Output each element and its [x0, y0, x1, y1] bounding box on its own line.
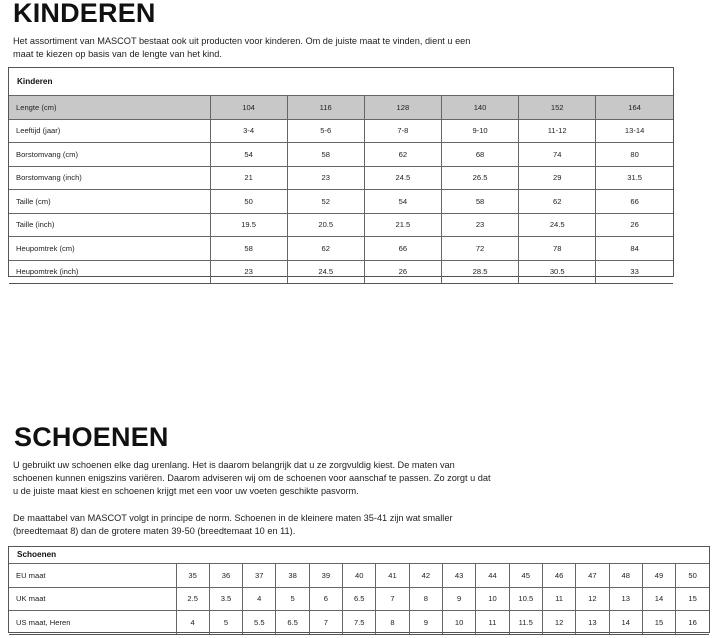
table-cell: 164 — [596, 96, 673, 120]
table-cell: 15 — [676, 587, 709, 611]
schoenen-intro-2: De maattabel van MASCOT volgt in principe de norm. Schoenen in de kleinere maten 35-41 zijn wat smaller (breedtemaat 8) dan de grotere maten 39-50 (breedtemaat 10 en 11). — [13, 513, 453, 536]
table-cell: 3.5 — [209, 587, 242, 611]
table-cell: 41 — [376, 564, 409, 588]
table-cell: 11.5 — [509, 611, 542, 635]
schoenen-size-table — [9, 563, 709, 635]
table-cell: 50 — [676, 564, 709, 588]
table-cell: 7.5 — [343, 611, 376, 635]
kinderen-table-title: Kinderen — [17, 77, 53, 86]
table-cell: 16 — [676, 611, 709, 635]
kinderen-heading: KINDEREN — [13, 0, 156, 28]
table-cell: 5 — [276, 587, 309, 611]
table-cell: 6.5 — [276, 611, 309, 635]
table-cell: 7-8 — [364, 119, 441, 143]
table-cell: 11 — [542, 587, 575, 611]
table-cell: 11 — [476, 611, 509, 635]
kinderen-intro: Het assortiment van MASCOT bestaat ook uit producten voor kinderen. Om de juiste maat te vinden, dient u een maat te kiezen op basis van de lengte van het kind. — [13, 36, 471, 59]
table-cell: 8 — [376, 611, 409, 635]
table-cell: 26 — [596, 213, 673, 237]
table-cell: 58 — [210, 237, 287, 261]
table-cell: 140 — [441, 96, 518, 120]
table-cell: 24.5 — [519, 213, 596, 237]
table-cell: 26.5 — [441, 166, 518, 190]
table-cell: 9 — [443, 587, 476, 611]
table-cell: 24.5 — [364, 166, 441, 190]
table-cell: 31.5 — [596, 166, 673, 190]
table-cell: 128 — [364, 96, 441, 120]
table-cell: 84 — [596, 237, 673, 261]
row-label: EU maat — [9, 564, 176, 588]
table-row — [9, 143, 673, 167]
table-cell: 62 — [287, 237, 364, 261]
table-cell: 40 — [343, 564, 376, 588]
table-cell: 152 — [519, 96, 596, 120]
table-cell: 13 — [609, 587, 642, 611]
table-cell: 6 — [309, 587, 342, 611]
table-cell: 4 — [176, 611, 209, 635]
schoenen-table-title: Schoenen — [17, 550, 57, 559]
table-row — [9, 96, 673, 120]
table-cell: 74 — [519, 143, 596, 167]
row-label: UK maat — [9, 587, 176, 611]
row-label: US maat, Heren — [9, 611, 176, 635]
table-cell: 116 — [287, 96, 364, 120]
table-row — [9, 564, 709, 588]
table-cell: 45 — [509, 564, 542, 588]
table-cell: 37 — [243, 564, 276, 588]
table-cell: 66 — [596, 190, 673, 214]
table-cell: 42 — [409, 564, 442, 588]
table-cell: 33 — [596, 260, 673, 284]
row-label: Borstomvang (inch) — [9, 166, 210, 190]
table-cell: 44 — [476, 564, 509, 588]
table-cell: 8 — [409, 587, 442, 611]
table-row — [9, 166, 673, 190]
table-cell: 3-4 — [210, 119, 287, 143]
table-cell: 62 — [364, 143, 441, 167]
table-cell: 23 — [210, 260, 287, 284]
table-row — [9, 190, 673, 214]
table-cell: 52 — [287, 190, 364, 214]
table-cell: 7 — [376, 587, 409, 611]
table-cell: 39 — [309, 564, 342, 588]
table-cell: 2.5 — [176, 587, 209, 611]
table-cell: 62 — [519, 190, 596, 214]
table-cell: 9 — [409, 611, 442, 635]
table-cell: 9-10 — [441, 119, 518, 143]
table-cell: 80 — [596, 143, 673, 167]
table-cell: 6.5 — [343, 587, 376, 611]
table-row — [9, 213, 673, 237]
table-cell: 28.5 — [441, 260, 518, 284]
table-cell: 10.5 — [509, 587, 542, 611]
table-cell: 58 — [441, 190, 518, 214]
table-cell: 104 — [210, 96, 287, 120]
table-cell: 66 — [364, 237, 441, 261]
table-cell: 4 — [243, 587, 276, 611]
row-label: Borstomvang (cm) — [9, 143, 210, 167]
table-cell: 12 — [542, 611, 575, 635]
row-label: Leeftijd (jaar) — [9, 119, 210, 143]
table-cell: 49 — [642, 564, 675, 588]
table-cell: 24.5 — [287, 260, 364, 284]
table-cell: 13 — [576, 611, 609, 635]
row-label: Lengte (cm) — [9, 96, 210, 120]
table-cell: 19.5 — [210, 213, 287, 237]
table-cell: 30.5 — [519, 260, 596, 284]
table-cell: 46 — [542, 564, 575, 588]
table-cell: 26 — [364, 260, 441, 284]
row-label: Heupomtrek (inch) — [9, 260, 210, 284]
table-cell: 10 — [443, 611, 476, 635]
table-cell: 48 — [609, 564, 642, 588]
table-cell: 72 — [441, 237, 518, 261]
row-label: Taille (cm) — [9, 190, 210, 214]
table-cell: 10 — [476, 587, 509, 611]
table-cell: 47 — [576, 564, 609, 588]
table-row — [9, 587, 709, 611]
row-label: Heupomtrek (cm) — [9, 237, 210, 261]
table-cell: 50 — [210, 190, 287, 214]
table-cell: 15 — [642, 611, 675, 635]
table-cell: 20.5 — [287, 213, 364, 237]
table-cell: 7 — [309, 611, 342, 635]
table-cell: 21.5 — [364, 213, 441, 237]
table-cell: 78 — [519, 237, 596, 261]
table-cell: 5 — [209, 611, 242, 635]
kinderen-size-table — [9, 95, 673, 284]
table-cell: 58 — [287, 143, 364, 167]
table-cell: 13-14 — [596, 119, 673, 143]
table-cell: 54 — [210, 143, 287, 167]
table-cell: 29 — [519, 166, 596, 190]
schoenen-intro-1: U gebruikt uw schoenen elke dag urenlang. Het is daarom belangrijk dat u ze zorgvuldig kiest. De maten van schoenen kunnen enigszins variëren. Daarom adviseren wij om de schoenen voor aanschaf te passen. Zo zorgt u dat u de juiste maat kiest en schoenen krijgt met een voor uw voeten geschikte pasvorm. — [13, 460, 491, 496]
table-row — [9, 237, 673, 261]
table-cell: 5-6 — [287, 119, 364, 143]
table-cell: 36 — [209, 564, 242, 588]
table-cell: 21 — [210, 166, 287, 190]
table-cell: 54 — [364, 190, 441, 214]
table-cell: 5.5 — [243, 611, 276, 635]
table-cell: 68 — [441, 143, 518, 167]
table-cell: 11-12 — [519, 119, 596, 143]
table-cell: 38 — [276, 564, 309, 588]
schoenen-heading: SCHOENEN — [14, 422, 169, 452]
table-cell: 12 — [576, 587, 609, 611]
table-row — [9, 119, 673, 143]
table-cell: 23 — [287, 166, 364, 190]
table-cell: 23 — [441, 213, 518, 237]
table-row — [9, 611, 709, 635]
table-row — [9, 260, 673, 284]
table-cell: 43 — [443, 564, 476, 588]
table-cell: 35 — [176, 564, 209, 588]
table-cell: 14 — [642, 587, 675, 611]
table-cell: 14 — [609, 611, 642, 635]
row-label: Taille (inch) — [9, 213, 210, 237]
